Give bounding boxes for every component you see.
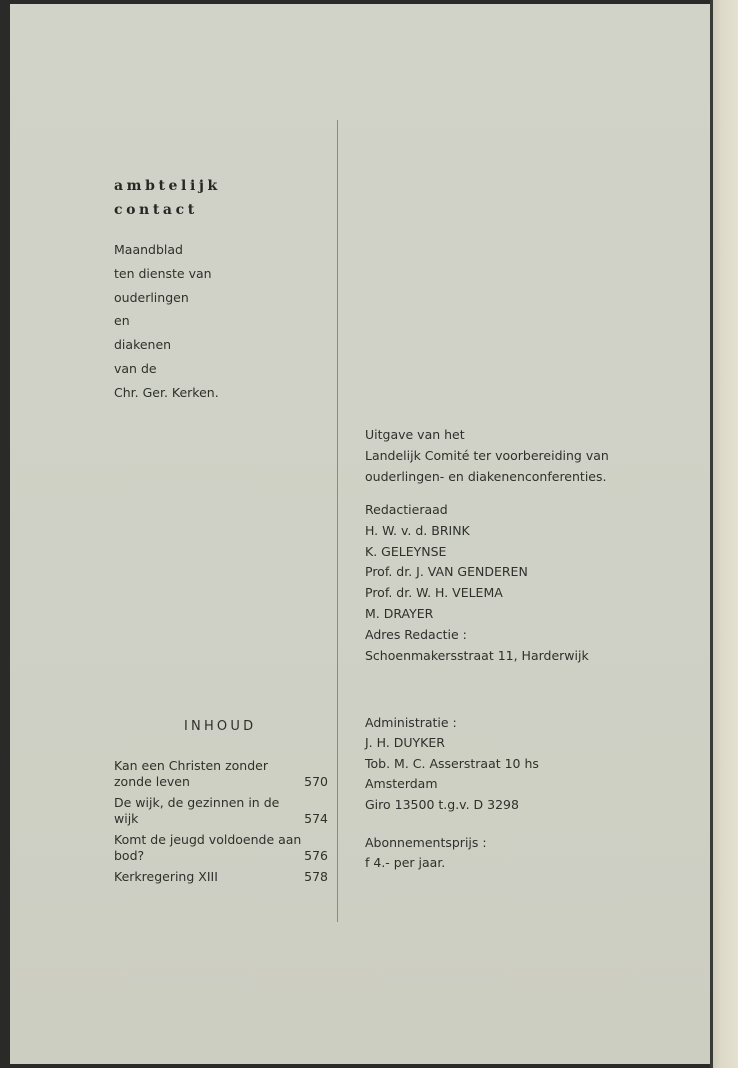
masthead-line-1: ambtelijk [114, 178, 221, 194]
subtitle-line: van de [114, 360, 157, 376]
subtitle-line: ouderlingen [114, 289, 189, 305]
editor-name: Prof. dr. W. H. VELEMA [365, 585, 503, 601]
toc-entry-page: 576 [304, 847, 328, 863]
toc-entry [114, 832, 328, 863]
toc-entry-title: De wijk, de gezinnen in de wijk [114, 795, 280, 826]
subscription-block [365, 833, 487, 873]
subtitle-line: en [114, 313, 130, 329]
editor-name: H. W. v. d. BRINK [365, 522, 470, 538]
toc-entry-page: 574 [304, 810, 328, 826]
toc-entry-page: 570 [304, 773, 328, 789]
publisher-line: ouderlingen- en diakenenconferenties. [365, 469, 607, 484]
editorial-block [365, 500, 589, 666]
page [10, 4, 710, 1064]
toc-entry-title: Kerkregering XIII [114, 869, 218, 884]
editorial-address-label: Adres Redactie : [365, 626, 467, 642]
toc-entry-page: 578 [304, 869, 328, 884]
toc-entry [114, 869, 328, 885]
toc-entry [114, 795, 328, 826]
administration-label: Administratie : [365, 715, 457, 730]
toc-entry [114, 758, 328, 789]
contents-heading: INHOUD [184, 719, 257, 734]
publisher-block [365, 424, 609, 487]
editor-name: M. DRAYER [365, 605, 434, 621]
subtitle-block [114, 238, 219, 405]
administration-block [365, 713, 539, 815]
masthead-line-2: contact [114, 202, 198, 218]
subscription-price: f 4.- per jaar. [365, 855, 446, 870]
editorial-address: Schoenmakersstraat 11, Harderwijk [365, 647, 589, 663]
editor-name: K. GELEYNSE [365, 543, 447, 559]
administration-city: Amsterdam [365, 776, 438, 792]
subscription-label: Abonnementsprijs : [365, 835, 487, 850]
administration-giro: Giro 13500 t.g.v. D 3298 [365, 796, 519, 812]
publisher-line: Landelijk Comité ter voorbereiding van [365, 448, 609, 463]
editor-name: Prof. dr. J. VAN GENDEREN [365, 564, 528, 580]
administration-name: J. H. DUYKER [365, 735, 445, 751]
page-edge-shadow [710, 0, 713, 1068]
editorial-heading: Redactieraad [365, 502, 448, 517]
table-of-contents [114, 758, 328, 891]
toc-entry-title: Kan een Christen zonder zonde leven [114, 758, 268, 789]
subtitle-line: Maandblad [114, 242, 183, 257]
page-edge [710, 0, 738, 1068]
masthead [114, 174, 221, 222]
publisher-line: Uitgave van het [365, 427, 465, 442]
subtitle-line: Chr. Ger. Kerken. [114, 384, 219, 400]
column-divider [337, 120, 338, 922]
subtitle-line: ten dienste van [114, 265, 212, 281]
administration-street: Tob. M. C. Asserstraat 10 hs [365, 755, 539, 771]
toc-entry-title: Komt de jeugd voldoende aan bod? [114, 832, 302, 863]
subtitle-line: diakenen [114, 337, 172, 353]
